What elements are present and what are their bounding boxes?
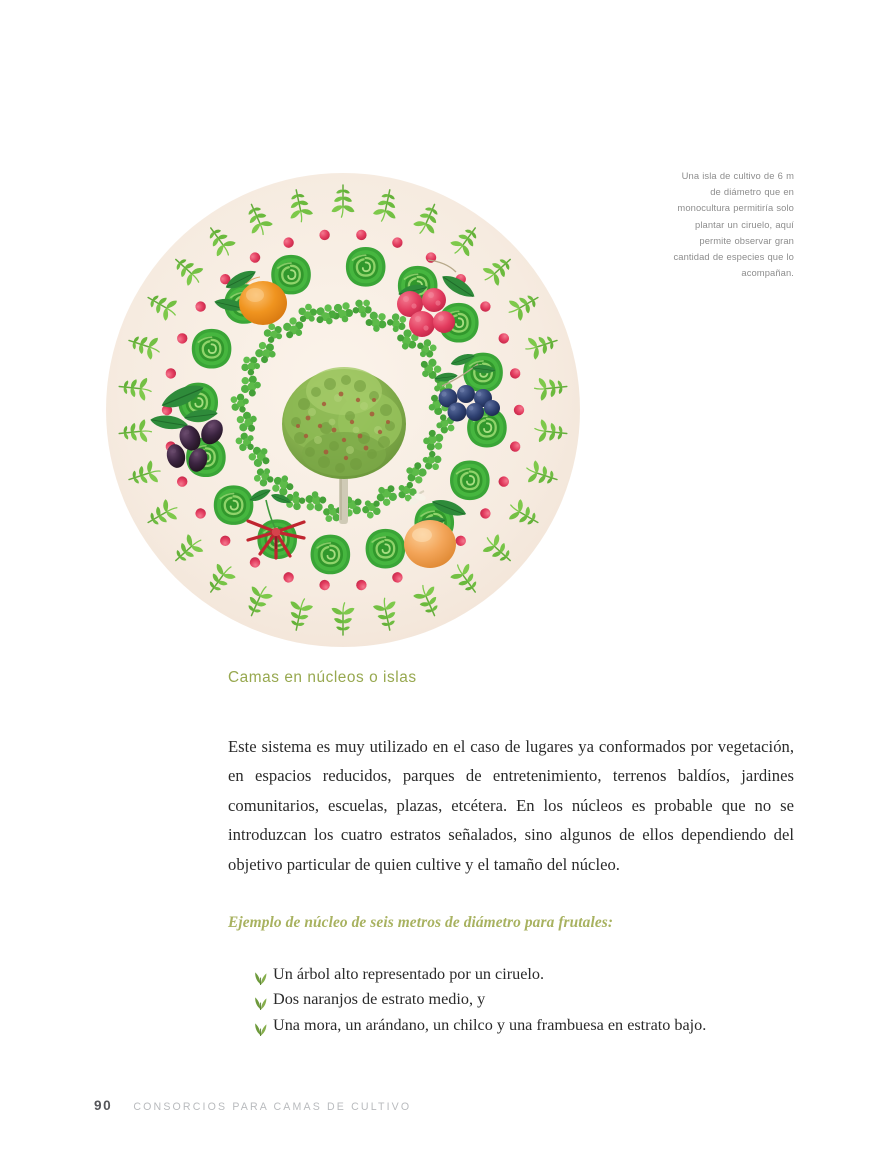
leaf-bullet-icon	[254, 993, 267, 1007]
section-heading: Camas en núcleos o islas	[228, 669, 417, 686]
example-subheading: Ejemplo de núcleo de seis metros de diámetro para frutales:	[228, 914, 614, 932]
body-paragraph: Este sistema es muy utilizado en el caso de lugares ya conformados por vegetación, en espacios reducidos, parques de entretenimiento, terrenos baldíos, jardines comunitarios, escuelas, plazas, etcétera. En los núcleos es probable que no se introduzcan los cuatro estratos señalados, sino algunos de ellos dependiendo del objetivo particular de quien cultive y el tamaño del núcleo.	[228, 737, 794, 874]
running-head: CONSORCIOS PARA CAMAS DE CULTIVO	[133, 1101, 412, 1113]
page-number: 90	[94, 1098, 113, 1113]
text-column	[228, 668, 794, 1038]
list-item-label: Una mora, un arándano, un chilco y una frambuesa en estrato bajo.	[273, 1015, 707, 1034]
leaf-bullet-icon	[254, 1019, 267, 1033]
list-item	[254, 962, 794, 987]
page-footer	[94, 1098, 411, 1113]
leaf-bullet-icon	[254, 968, 267, 982]
island-illustration	[98, 172, 588, 652]
list-item-label: Dos naranjos de estrato medio, y	[273, 990, 486, 1009]
island-figure	[98, 172, 588, 652]
figure-caption: Una isla de cultivo de 6 m de diámetro que en monocultura permitiría solo plantar un ciruelo, aquí permite observar gran cantidad de especies que lo acompañan.	[673, 170, 794, 279]
list-item	[254, 987, 794, 1012]
list-item	[254, 1013, 794, 1038]
species-list	[228, 962, 794, 1038]
list-item-label: Un árbol alto representado por un ciruelo.	[273, 965, 545, 984]
